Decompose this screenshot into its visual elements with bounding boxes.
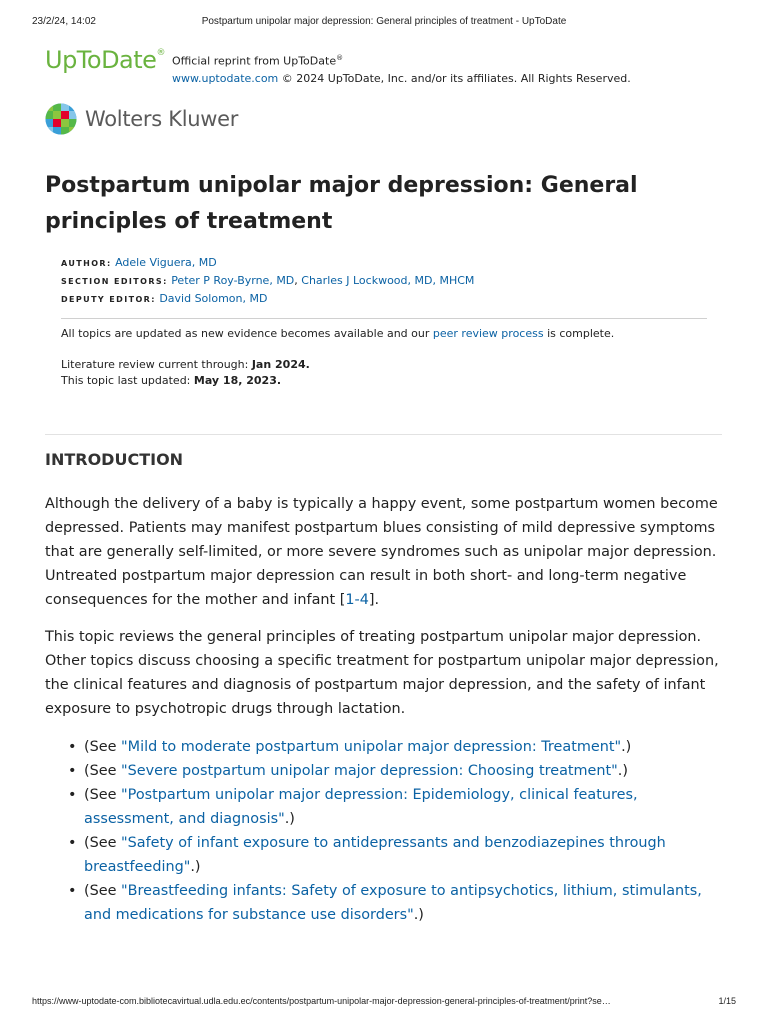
reprint-line: Official reprint from UpToDate: [172, 54, 337, 68]
topic-link[interactable]: "Postpartum unipolar major depression: Epidemiology, clinical features, assessment, and diagnosis": [84, 787, 638, 827]
publisher-name: Wolters Kluwer: [85, 107, 239, 131]
see-prefix: (See: [84, 883, 122, 899]
deputy-editor-label: DEPUTY EDITOR:: [61, 295, 156, 304]
reprint-registered-mark: ®: [336, 54, 344, 62]
uptodate-logo-text: UpToDate: [45, 46, 157, 74]
peer-review-link[interactable]: peer review process: [432, 327, 544, 340]
literature-review-label: Literature review current through:: [61, 358, 252, 371]
topic-link[interactable]: "Safety of infant exposure to antidepressants and benzodiazepines through breastfeeding": [84, 835, 666, 875]
print-datetime: 23/2/24, 14:02: [32, 16, 96, 27]
see-suffix: .): [284, 811, 295, 827]
reprint-notice: [172, 50, 631, 87]
divider: [61, 318, 707, 319]
uptodate-logo[interactable]: [45, 46, 165, 74]
literature-review-date: Jan 2024.: [251, 358, 310, 371]
see-suffix: .): [190, 859, 201, 875]
section-editors-label: SECTION EDITORS:: [61, 277, 168, 286]
see-also-list: [68, 735, 714, 927]
uptodate-site-link[interactable]: www.uptodate.com: [172, 71, 279, 85]
list-item: • (See "Breastfeeding infants: Safety of exposure to antipsychotics, lithium, stimulants, and medications for substance use disorders".): [68, 883, 702, 923]
see-suffix: .): [413, 907, 424, 923]
article-title: Postpartum unipolar major depression: General principles of treatment: [45, 173, 638, 234]
topic-link[interactable]: "Breastfeeding infants: Safety of exposure to antipsychotics, lithium, stimulants, and medications for substance use disorders": [84, 883, 702, 923]
last-updated-label: This topic last updated:: [61, 374, 194, 387]
print-page-title: Postpartum unipolar major depression: General principles of treatment - UpToDate: [201, 16, 567, 27]
divider: [45, 434, 722, 435]
list-item: • (See "Safety of infant exposure to antidepressants and benzodiazepines through breastfeeding".): [68, 835, 666, 875]
see-prefix: (See: [84, 763, 122, 779]
intro-paragraph-1: [45, 492, 725, 612]
list-item: • (See "Mild to moderate postpartum unipolar major depression: Treatment".): [68, 739, 632, 755]
review-dates: [61, 357, 310, 389]
author-link[interactable]: Adele Viguera, MD: [115, 256, 217, 269]
section-editor-link[interactable]: Charles J Lockwood, MD, MHCM: [301, 274, 475, 287]
topic-link[interactable]: "Mild to moderate postpartum unipolar major depression: Treatment": [121, 739, 622, 755]
copyright-text: © 2024 UpToDate, Inc. and/or its affiliates. All Rights Reserved.: [281, 71, 631, 85]
intro-paragraph-2: This topic reviews the general principles of treating postpartum unipolar major depression. Other topics discuss choosing a specific treatment for postpartum unipolar major depression, the clinical features and diagnosis of postpartum major depression, and the safety of infant exposure to psychotropic drugs through lactation.: [45, 629, 719, 717]
wolters-kluwer-globe-icon: [45, 103, 77, 135]
section-editor-link[interactable]: Peter P Roy-Byrne, MD: [171, 274, 295, 287]
print-url: https://www-uptodate-com.bibliotecavirtual.udla.edu.ec/contents/postpartum-unipolar-major-depression-general-principles-of-treatment/print?se…: [32, 996, 611, 1006]
see-prefix: (See: [84, 739, 122, 755]
topic-link[interactable]: "Severe postpartum unipolar major depression: Choosing treatment": [121, 763, 618, 779]
review-note-text: All topics are updated as new evidence becomes available and our: [61, 327, 433, 340]
deputy-editor-link[interactable]: David Solomon, MD: [159, 292, 268, 305]
list-item: • (See "Severe postpartum unipolar major depression: Choosing treatment".): [68, 763, 628, 779]
last-updated-date: May 18, 2023.: [193, 374, 282, 387]
registered-mark: ®: [156, 48, 165, 58]
page-number: 1/15: [718, 996, 736, 1006]
author-label: AUTHOR:: [61, 259, 112, 268]
review-note: [61, 325, 614, 342]
see-prefix: (See: [84, 835, 122, 851]
see-prefix: (See: [84, 787, 122, 803]
section-heading-introduction: INTRODUCTION: [45, 450, 184, 469]
article-credits: AUTHOR: Adele Viguera, MD SECTION EDITORS: Peter P Roy-Byrne, MD, Charles J Lockwood, MD, MHCM DEPUTY EDITOR: David Solomon, MD: [61, 256, 475, 305]
reference-link[interactable]: 1-4: [345, 592, 369, 608]
intro-paragraph-1-text: Although the delivery of a baby is typically a happy event, some postpartum women become depressed. Patients may manifest postpartum blues consisting of mild depressive symptoms that are generally self-limited, or more severe syndromes such as unipolar major depression. Untreated postpartum major depression can result in both short- and long-term negative consequences for the mother and infant [: [45, 496, 718, 608]
review-note-end: is complete.: [543, 327, 615, 340]
intro-paragraph-1-end: ].: [368, 592, 380, 608]
list-item: • (See "Postpartum unipolar major depression: Epidemiology, clinical features, assessment, and diagnosis".): [68, 787, 638, 827]
see-suffix: .): [621, 739, 632, 755]
see-suffix: .): [617, 763, 628, 779]
